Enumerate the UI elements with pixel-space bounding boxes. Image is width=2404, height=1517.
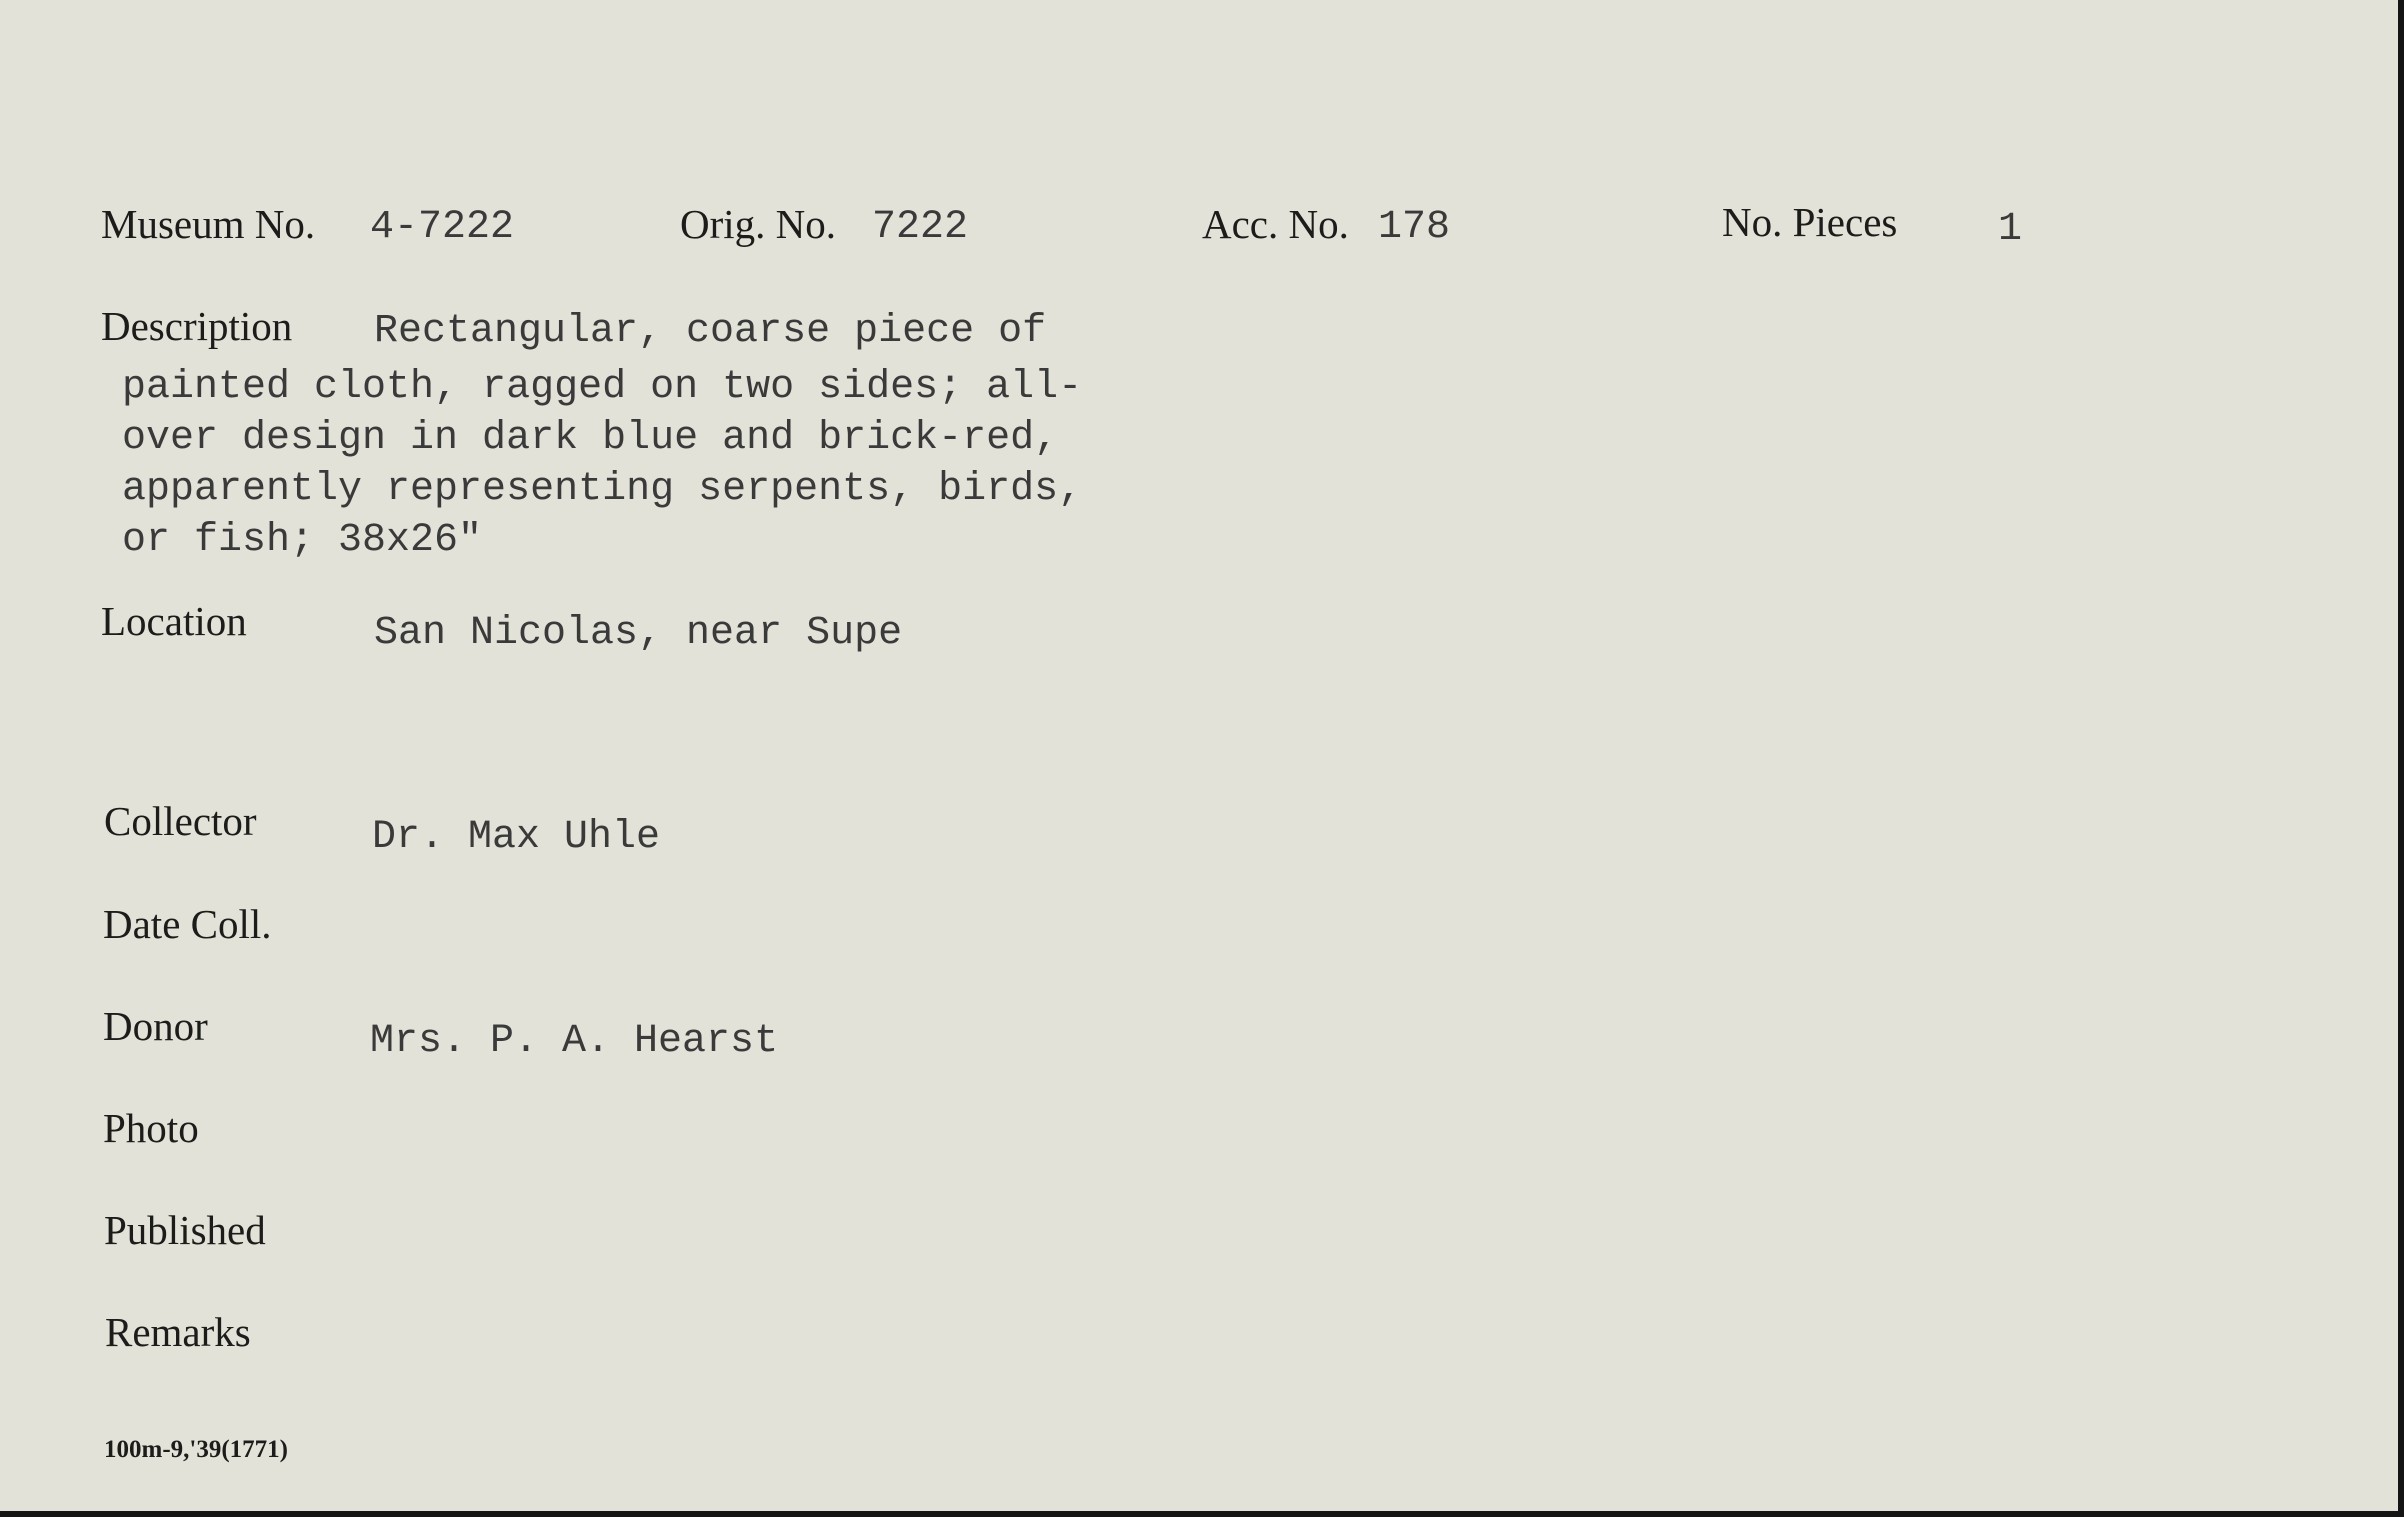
donor-value: Mrs. P. A. Hearst (370, 1019, 779, 1064)
photo-label: Photo (103, 1105, 199, 1151)
description-line: apparently representing serpents, birds, (122, 467, 1083, 512)
museum-no-label: Museum No. (101, 201, 316, 247)
orig-no-label: Orig. No. (680, 201, 837, 247)
description-line: over design in dark blue and brick-red, (122, 416, 1059, 461)
orig-no-value: 7222 (872, 205, 969, 250)
acc-no-value: 178 (1378, 205, 1451, 250)
description-first-line: Rectangular, coarse piece of (374, 309, 1047, 354)
no-pieces-label: No. Pieces (1722, 199, 1898, 245)
description-line: painted cloth, ragged on two sides; all- (122, 365, 1083, 410)
donor-label: Donor (103, 1003, 208, 1049)
print-code: 100m-9,'39(1771) (104, 1436, 288, 1463)
date-coll-label: Date Coll. (103, 901, 272, 947)
no-pieces-value: 1 (1998, 207, 2023, 252)
location-value: San Nicolas, near Supe (374, 611, 903, 656)
description-line: or fish; 38x26" (122, 518, 483, 563)
published-label: Published (104, 1207, 266, 1253)
description-body (122, 362, 1082, 566)
location-label: Location (101, 598, 247, 644)
acc-no-label: Acc. No. (1202, 201, 1349, 247)
collector-value: Dr. Max Uhle (372, 815, 661, 860)
collector-label: Collector (104, 798, 257, 844)
description-label: Description (101, 303, 293, 349)
museum-no-value: 4-7222 (370, 205, 515, 250)
remarks-label: Remarks (105, 1309, 251, 1355)
